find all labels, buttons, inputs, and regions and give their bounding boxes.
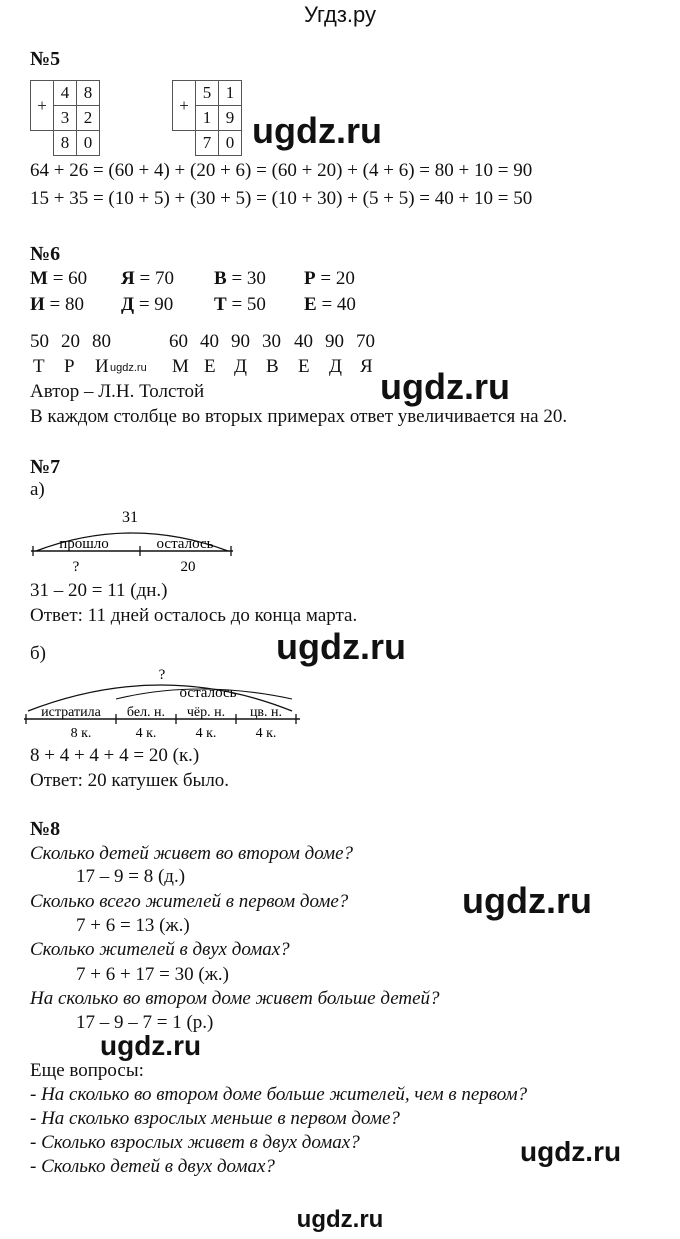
grid-digit: 1 — [196, 106, 219, 131]
decoded-letter: В — [266, 356, 279, 377]
letter-value: Т = 50 — [214, 294, 266, 315]
code-number: 40 — [200, 331, 219, 352]
decoded-letter: И — [95, 356, 109, 377]
task6-heading: №6 — [30, 243, 61, 265]
seg-passed-label: прошло — [59, 536, 109, 552]
seg-value: 4 к. — [255, 726, 277, 741]
task7a-answer: Ответ: 11 дней осталось до конца марта. — [30, 605, 358, 626]
value-label: 20 — [180, 559, 196, 575]
grid-digit: 8 — [54, 131, 77, 156]
grid-digit: 5 — [196, 81, 219, 106]
code-number: 40 — [294, 331, 313, 352]
answer-calc: 17 – 9 – 7 = 1 (р.) — [76, 1012, 214, 1033]
seg-label: цв. н. — [249, 705, 283, 720]
grid-digit: 8 — [77, 81, 100, 106]
addition-grid-2 — [172, 80, 242, 156]
total-label: 31 — [122, 509, 138, 526]
letter-value: В = 30 — [214, 268, 266, 289]
letter-value: Р = 20 — [304, 268, 355, 289]
grid-digit: 7 — [196, 131, 219, 156]
seg-value: 8 к. — [70, 726, 92, 741]
question: На сколько во втором доме живет больше детей? — [30, 988, 440, 1009]
code-number: 70 — [356, 331, 375, 352]
footer-watermark: ugdz.ru — [296, 1206, 384, 1233]
code-number: 20 — [61, 331, 80, 352]
task6-author: Автор – Л.Н. Толстой — [30, 381, 205, 402]
question: Сколько всего жителей в первом доме? — [30, 891, 349, 912]
task5-line2: 15 + 35 = (10 + 5) + (30 + 5) = (10 + 30) + (5 + 5) = 40 + 10 = 50 — [30, 188, 533, 209]
unknown-mark: ? — [72, 559, 80, 575]
grid-digit: 4 — [54, 81, 77, 106]
watermark: ugdz.ru — [252, 110, 382, 151]
task8-heading: №8 — [30, 818, 61, 840]
watermark: ugdz.ru — [520, 1136, 622, 1167]
extra-question: - Сколько детей в двух домах? — [30, 1156, 275, 1177]
extra-question: - На сколько во втором доме больше жителей, чем в первом? — [30, 1084, 528, 1105]
task5-line1: 64 + 26 = (60 + 4) + (20 + 6) = (60 + 20) + (4 + 6) = 80 + 10 = 90 — [30, 160, 533, 181]
decoded-letter: Т — [33, 356, 45, 377]
task7b-label: б) — [30, 643, 46, 664]
answer-calc: 7 + 6 + 17 = 30 (ж.) — [76, 964, 229, 985]
task7a-label: а) — [30, 479, 45, 500]
decoded-letter: Я — [360, 356, 373, 377]
grid-digit: 9 — [219, 106, 242, 131]
segment-diagram-b — [22, 663, 307, 743]
extra-question: - Сколько взрослых живет в двух домах? — [30, 1132, 360, 1153]
code-number: 30 — [262, 331, 281, 352]
task7b-answer: Ответ: 20 катушек было. — [30, 770, 230, 791]
grid-digit: 3 — [54, 106, 77, 131]
seg-value: 4 к. — [135, 726, 157, 741]
seg-label: истратила — [41, 705, 101, 720]
watermark: ugdz.ru — [100, 1030, 202, 1061]
task5-heading: №5 — [30, 48, 61, 70]
plus-sign: + — [31, 81, 54, 131]
code-number: 90 — [325, 331, 344, 352]
task7b-calc: 8 + 4 + 4 + 4 = 20 (к.) — [30, 745, 200, 766]
code-number: 50 — [30, 331, 49, 352]
seg-label: бел. н. — [126, 705, 166, 720]
answer-calc: 7 + 6 = 13 (ж.) — [76, 915, 190, 936]
decoded-letter: Р — [64, 356, 75, 377]
grid-digit: 1 — [219, 81, 242, 106]
segment-diagram-a — [28, 505, 243, 577]
question: Сколько жителей в двух домах? — [30, 939, 290, 960]
question: Сколько детей живет во втором доме? — [30, 843, 354, 864]
watermark: ugdz.ru — [462, 880, 592, 921]
remaining-label: осталось — [179, 685, 237, 701]
letter-value: Е = 40 — [304, 294, 356, 315]
task6-note: В каждом столбце во вторых примерах ответ увеличивается на 20. — [30, 406, 568, 427]
more-questions-title: Еще вопросы: — [30, 1060, 144, 1081]
question-mark: ? — [158, 667, 166, 683]
code-number: 60 — [169, 331, 188, 352]
letter-value: М = 60 — [30, 268, 88, 289]
plus-sign: + — [173, 81, 196, 131]
code-number: 90 — [231, 331, 250, 352]
decoded-letter: Е — [204, 356, 216, 377]
watermark: ugdz.ru — [276, 626, 406, 667]
seg-value: 4 к. — [195, 726, 217, 741]
decoded-letter: Д — [234, 356, 247, 377]
seg-remaining-label: осталось — [156, 536, 214, 552]
code-number: 80 — [92, 331, 111, 352]
answer-calc: 17 – 9 = 8 (д.) — [76, 866, 186, 887]
watermark-small: ugdz.ru — [110, 362, 147, 374]
watermark: ugdz.ru — [380, 366, 510, 407]
letter-value: И = 80 — [30, 294, 84, 315]
grid-digit: 2 — [77, 106, 100, 131]
letter-value: Я = 70 — [121, 268, 174, 289]
decoded-letter: Е — [298, 356, 310, 377]
task7-heading: №7 — [30, 456, 61, 478]
addition-grid-1 — [30, 80, 100, 156]
grid-digit: 0 — [77, 131, 100, 156]
grid-digit: 0 — [219, 131, 242, 156]
task7a-calc: 31 – 20 = 11 (дн.) — [30, 580, 168, 601]
extra-question: - На сколько взрослых меньше в первом доме? — [30, 1108, 400, 1129]
decoded-letter: Д — [329, 356, 342, 377]
seg-label: чёр. н. — [186, 705, 226, 720]
site-title: Угдз.ру — [303, 2, 377, 27]
letter-value: Д = 90 — [121, 294, 174, 315]
decoded-letter: М — [172, 356, 189, 377]
